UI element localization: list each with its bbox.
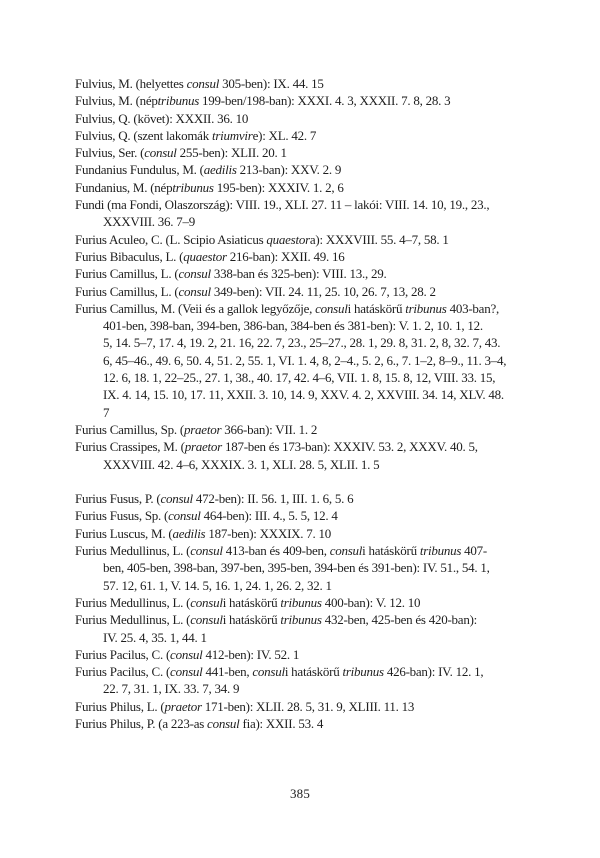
entry-line-continuation: 57. 12, 61. 1, V. 14. 5, 16. 1, 24. 1, 26. 2, 32. 1 [103,577,332,593]
entry-line-continuation: 22. 7, 31. 1, IX. 33. 7, 34. 9 [103,681,240,697]
index-entry [75,248,560,265]
page-footer [0,786,600,802]
entry-line: Fulvius, Q. (követ): XXXII. 36. 10 [75,110,249,126]
entry-line: Furius Philus, L. (praetor 171-ben): XLII. 28. 5, 31. 9, XLIII. 11. 13 [75,698,415,714]
entry-line: Furius Camillus, Sp. (praetor 366-ban): VII. 1. 2 [75,421,318,437]
entry-line: Furius Medullinus, L. (consuli hatáskörű tribunus 400-ban): V. 12. 10 [75,594,421,610]
entry-line: Fulvius, Ser. (consul 255-ben): XLII. 20. 1 [75,145,287,161]
entry-line-continuation: 12. 6, 18. 1, 22–25., 27. 1, 38., 40. 17, 42. 4–6, VII. 1. 8, 15. 8, 12, VIII. 33. 15, [103,370,496,386]
entry-line-continuation: 6, 45–46., 49. 6, 50. 4, 51. 2, 55. 1, VI. 1. 4, 8, 2–4., 5. 2, 6., 7. 1–2, 8–9., 11. 3–4, [103,352,507,368]
page-number: 385 [289,786,311,801]
index-entry [75,127,560,144]
entry-line: Furius Aculeo, C. (L. Scipio Asiaticus quaestora): XXXVIII. 55. 4–7, 58. 1 [75,231,449,247]
entry-line-continuation: XXXVIII. 36. 7–9 [103,214,196,230]
index-entry [75,594,560,611]
index-entry [75,75,560,92]
index-entry [75,421,560,438]
index-entry [75,161,560,178]
entry-line-continuation: XXXVIII. 42. 4–6, XXXIX. 3. 1, XLI. 28. 5, XLII. 1. 5 [103,456,380,472]
entry-line: Furius Pacilus, C. (consul 412-ben): IV. 52. 1 [75,646,300,662]
entry-line: Furius Camillus, M. (Veii és a gallok legyőzője, consuli hatáskörű tribunus 403-ban?, [75,300,499,316]
entry-line: Furius Camillus, L. (consul 349-ben): VII. 24. 11, 25. 10, 26. 7, 13, 28. 2 [75,283,436,299]
entry-line: Furius Philus, P. (a 223-as consul fia): XXII. 53. 4 [75,715,324,731]
index-entry [75,507,560,524]
index-entry [75,196,560,231]
entry-line: Fundanius, M. (néptribunus 195-ben): XXXIV. 1. 2, 6 [75,179,344,195]
index-entry [75,525,560,542]
index-entry [75,300,560,421]
entry-line: Fundi (ma Fondi, Olaszország): VIII. 19., XLI. 27. 11 – lakói: VIII. 14. 10, 19., 23., [75,197,490,213]
index-entry [75,715,560,732]
entry-line-continuation: ben, 405-ben, 398-ban, 397-ben, 395-ben, 394-ben és 391-ben): IV. 51., 54. 1, [103,560,490,576]
entry-line: Furius Crassipes, M. (praetor 187-ben és 173-ban): XXXIV. 53. 2, XXXV. 40. 5, [75,439,478,455]
index-entry [75,490,560,507]
index-entry [75,144,560,161]
index-entry [75,231,560,248]
entry-line: Fulvius, M. (helyettes consul 305-ben): IX. 44. 15 [75,76,324,91]
index-entry [75,179,560,196]
entry-line-continuation: IX. 4. 14, 15. 10, 17. 11, XXII. 3. 10, 14. 9, XXV. 4. 2, XXVIII. 34. 14, XLV. 48. [103,387,504,403]
index-entry [75,698,560,715]
index-entry [75,646,560,663]
index-entry [75,283,560,300]
index-entry [75,110,560,127]
index-entry [75,542,560,594]
entry-line: Furius Medullinus, L. (consuli hatáskörű tribunus 432-ben, 425-ben és 420-ban): [75,612,478,628]
entry-line: Furius Luscus, M. (aedilis 187-ben): XXXIX. 7. 10 [75,525,332,541]
entry-line-continuation: 7 [103,404,110,420]
entry-line: Furius Bibaculus, L. (quaestor 216-ban): XXII. 49. 16 [75,248,345,264]
index-entry [75,663,560,698]
entry-line: Furius Fusus, Sp. (consul 464-ben): III. 4., 5. 5, 12. 4 [75,508,338,524]
entry-line: Fundanius Fundulus, M. (aedilis 213-ban): XXV. 2. 9 [75,162,342,178]
index-entry [75,438,560,473]
entry-line-continuation: 5, 14. 5–7, 17. 4, 19. 2, 21. 16, 22. 7, 23., 25–27., 28. 1, 29. 8, 31. 2, 8, 32. 7, 43. [103,335,501,351]
entry-line-continuation: IV. 25. 4, 35. 1, 44. 1 [103,629,207,645]
entry-line: Fulvius, Q. (szent lakomák triumvire): XL. 42. 7 [75,127,317,143]
entry-line: Furius Fusus, P. (consul 472-ben): II. 56. 1, III. 1. 6, 5. 6 [75,491,354,507]
paragraph-gap [75,473,560,490]
entry-line: Furius Medullinus, L. (consul 413-ban és 409-ben, consuli hatáskörű tribunus 407- [75,543,488,559]
entry-line: Furius Pacilus, C. (consul 441-ben, consuli hatáskörű tribunus 426-ban): IV. 12. 1, [75,664,484,680]
entry-line: Furius Camillus, L. (consul 338-ban és 325-ben): VIII. 13., 29. [75,266,387,282]
entry-line-continuation: 401-ben, 398-ban, 394-ben, 386-ban, 384-ben és 381-ben): V. 1. 2, 10. 1, 12. [103,318,483,334]
index-entry [75,265,560,282]
index-entry [75,92,560,109]
entry-line: Fulvius, M. (néptribunus 199-ben/198-ban): XXXI. 4. 3, XXXII. 7. 8, 28. 3 [75,93,451,109]
index-entry [75,611,560,646]
